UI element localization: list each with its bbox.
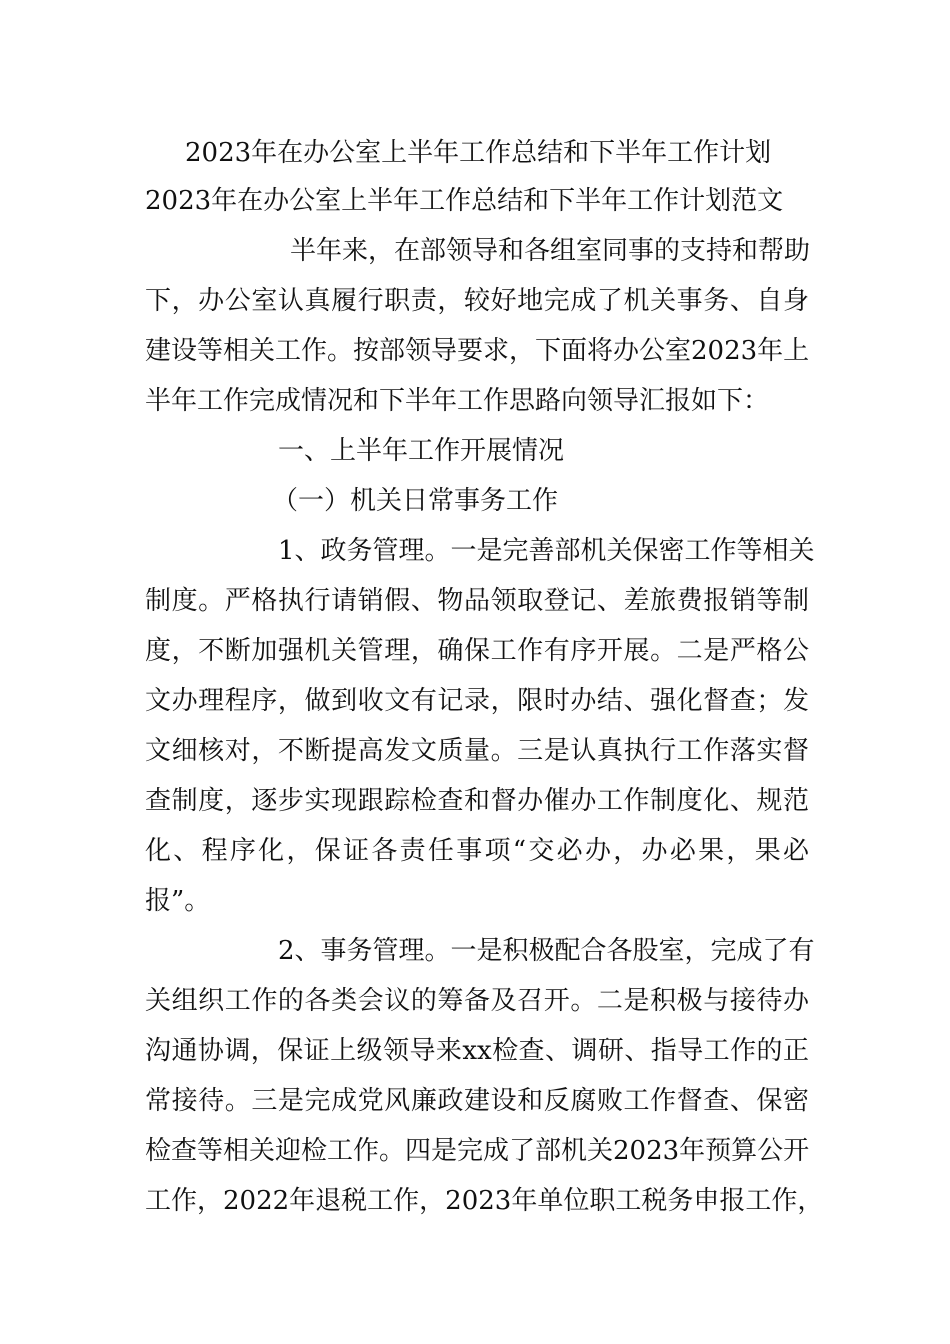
section-heading: 一、上半年工作开展情况 <box>278 436 565 466</box>
paragraph-line: 文细核对，不断提高发文质量。三是认真执行工作落实督 <box>145 736 809 766</box>
paragraph-line: 报”。 <box>145 886 211 916</box>
paragraph-line: 常接待。三是完成党风廉政建设和反腐败工作督查、保密 <box>145 1086 809 1116</box>
paragraph-line: 查制度，逐步实现跟踪检查和督办催办工作制度化、规范 <box>145 786 809 816</box>
intro-line: 半年来，在部领导和各组室同事的支持和帮助 <box>290 236 811 266</box>
paragraph-line: 关组织工作的各类会议的筹备及召开。二是积极与接待办 <box>145 986 809 1016</box>
intro-line: 半年工作完成情况和下半年工作思路向领导汇报如下： <box>145 386 770 416</box>
document-title: 2023年在办公室上半年工作总结和下半年工作计划 <box>185 138 772 168</box>
paragraph-line: 工作，2022年退税工作，2023年单位职工税务申报工作， <box>145 1186 824 1216</box>
subsection-heading: （一）机关日常事务工作 <box>272 486 559 516</box>
intro-line: 下，办公室认真履行职责，较好地完成了机关事务、自身 <box>145 286 809 316</box>
paragraph-line: 文办理程序，做到收文有记录，限时办结、强化督查；发 <box>145 686 809 716</box>
paragraph-line: 沟通协调，保证上级领导来xx检查、调研、指导工作的正 <box>145 1036 809 1066</box>
paragraph-line: 2、事务管理。一是积极配合各股室，完成了有 <box>278 936 815 966</box>
paragraph-line: 制度。严格执行请销假、物品领取登记、差旅费报销等制 <box>145 586 809 616</box>
paragraph-line: 1、政务管理。一是完善部机关保密工作等相关 <box>278 536 815 566</box>
document-subtitle: 2023年在办公室上半年工作总结和下半年工作计划范文 <box>145 186 784 216</box>
paragraph-line: 检查等相关迎检工作。四是完成了部机关2023年预算公开 <box>145 1136 810 1166</box>
paragraph-line: 度，不断加强机关管理，确保工作有序开展。二是严格公 <box>145 636 809 666</box>
paragraph-line: 化、程序化，保证各责任事项“交必办，办必果，果必 <box>145 836 809 866</box>
intro-line: 建设等相关工作。按部领导要求，下面将办公室2023年上 <box>145 336 810 366</box>
